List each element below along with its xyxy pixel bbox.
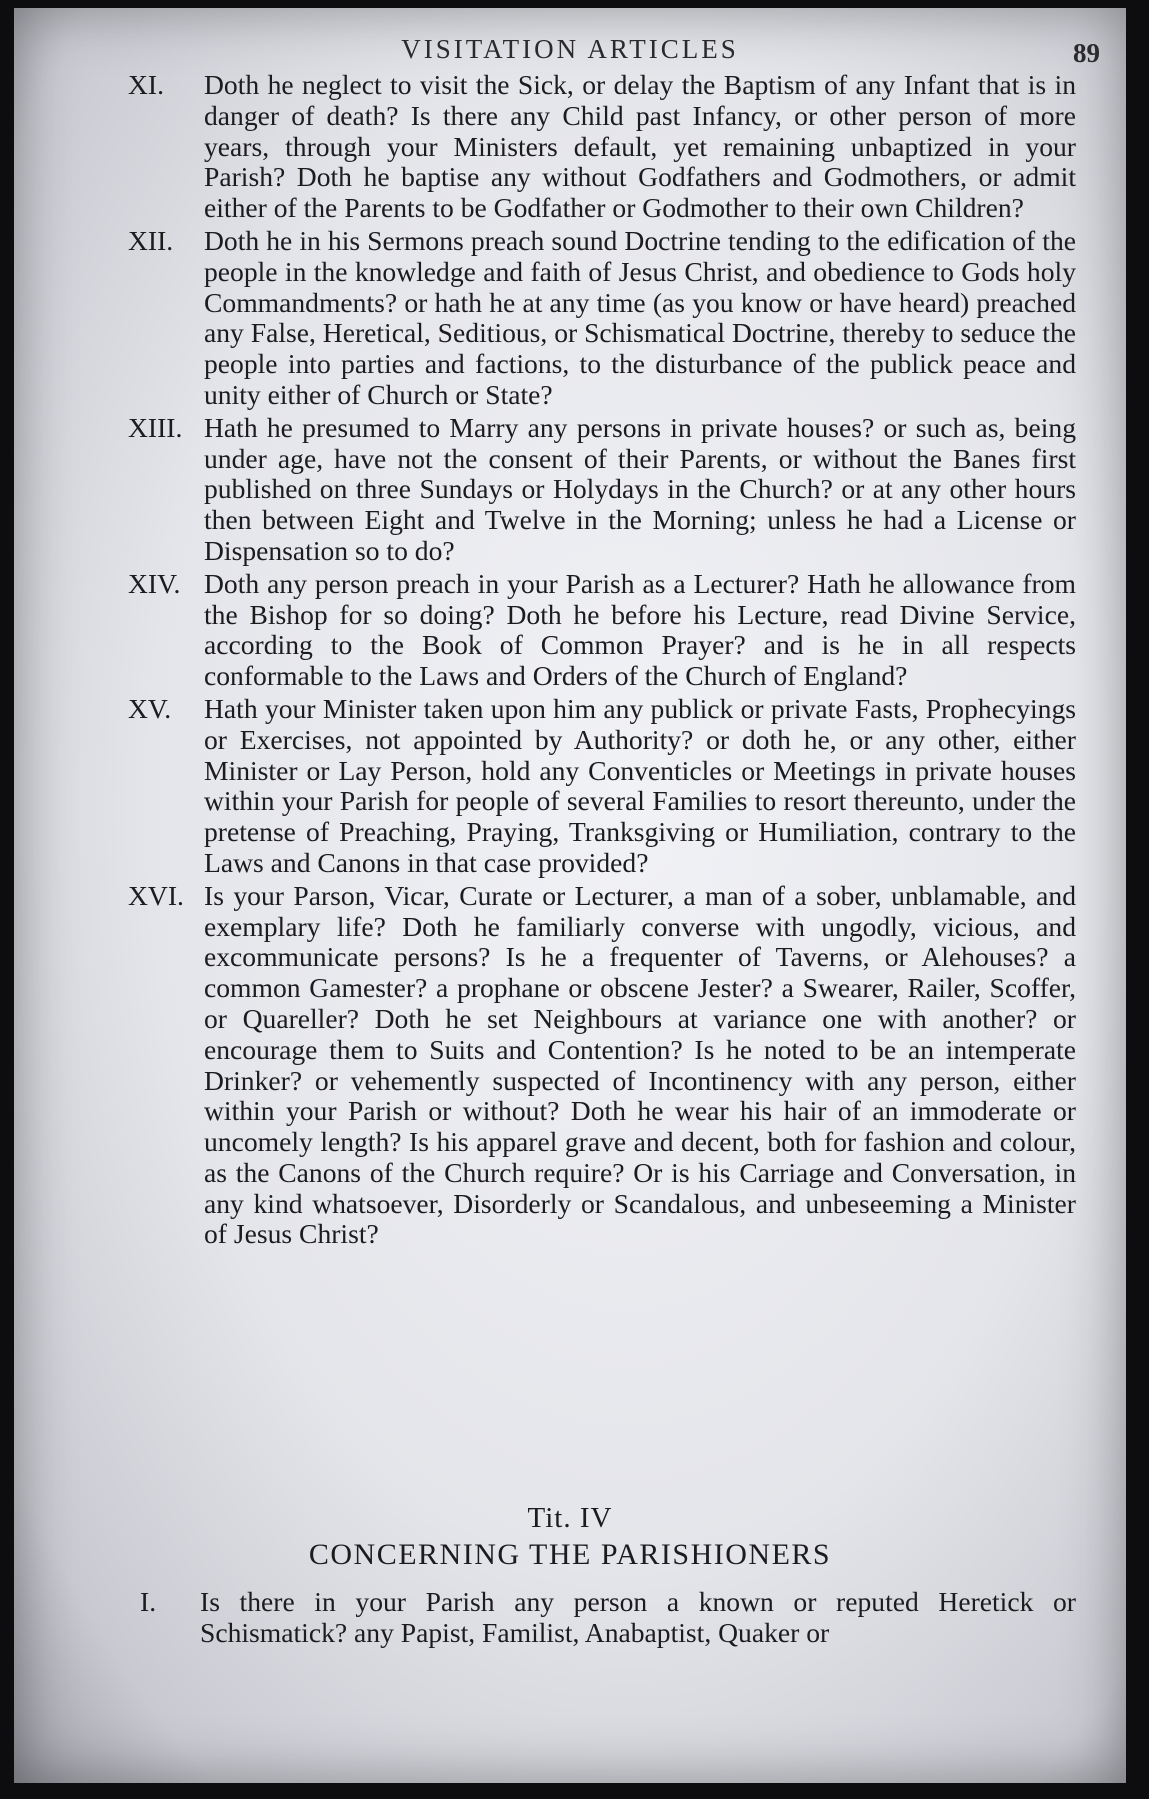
section-heading: CONCERNING THE PARISHIONERS <box>308 1538 832 1571</box>
article-number: XIII. <box>128 411 183 443</box>
page-number: 89 <box>1073 38 1100 68</box>
article-text: Is there in your Parish any person a known or reputed Heretick or Schismatick? any Papist, Familist, Anabaptist, Quaker or <box>200 1586 1076 1648</box>
article-number: I. <box>140 1586 157 1617</box>
article-number: XIV. <box>128 567 181 599</box>
article-xii <box>14 226 1126 411</box>
article-xiv <box>14 569 1126 692</box>
article-text: Hath he presumed to Marry any persons in private houses? or such as, being under age, have not the consent of their Parents, or without the Banes first published on three Sundays or Holydays in the Church? or at any other hours then between Eight and Twelve in the Morning; unless he had a License or Dispensation so to do? <box>204 411 1076 566</box>
article-number: XII. <box>128 224 174 256</box>
article-xiii <box>14 413 1126 567</box>
article-text: Is your Parson, Vicar, Curate or Lecturer, a man of a sober, unblamable, and exemplary life? Doth he familiarly converse with ungodly, vicious, and excommunicate persons? Is he a frequenter of Taverns, or Alehouses? a common Gamester? a prophane or obscene Jester? a Swearer, Railer, Scoffer, or Quareller? Doth he set Neighbours at variance one with another? or encourage them to Suits and Contention? Is he noted to be an intemperate Drinker? or vehemently suspected of Incontinency with any person, either within your Parish or without? Doth he wear his hair of an immoderate or uncomely length? Is his apparel grave and decent, both for fashion and colour, as the Canons of the Church require? Or is his Carriage and Conversation, in any kind whatsoever, Disorderly or Scandalous, and unbeseeming a Minister of Jesus Christ? <box>204 879 1076 1250</box>
article-xvi <box>14 881 1126 1251</box>
document-page <box>14 8 1126 1783</box>
article-number: XVI. <box>128 879 184 911</box>
article-xv <box>14 694 1126 879</box>
article-number: XI. <box>128 69 165 100</box>
running-header: VISITATION ARTICLES <box>401 34 739 64</box>
article-number: XV. <box>128 692 172 724</box>
articles-list <box>14 70 1126 1252</box>
article-xi <box>14 70 1126 224</box>
parishioners-article-i <box>14 1586 1126 1648</box>
article-text: Doth he neglect to visit the Sick, or delay the Baptism of any Infant that is in danger of death? Is there any Child past Infancy, or other person of more years, through your Ministers default, yet remaining unbaptized in your Parish? Doth he baptise any without Godfathers and Godmothers, or admit either of the Parents to be Godfather or Godmother to their own Children? <box>204 69 1076 224</box>
article-text: Hath your Minister taken upon him any publick or private Fasts, Prophecyings or Exercises, not appointed by Authority? or doth he, or any other, either Minister or Lay Person, hold any Conventicles or Meetings in private houses within your Parish for people of several Families to resort thereunto, under the pretense of Preaching, Praying, Tranksgiving or Humiliation, contrary to the Laws and Canons in that case provided? <box>204 692 1076 878</box>
article-text: Doth he in his Sermons preach sound Doctrine tending to the edification of the people in the knowledge and faith of Jesus Christ, and obedience to Gods holy Commandments? or hath he at any time (as you know or have heard) preached any False, Heretical, Seditious, or Schismatical Doctrine, thereby to seduce the people into parties and factions, to the disturbance of the publick peace and unity either of Church or State? <box>204 224 1077 410</box>
section-title: Tit. IV <box>527 1502 613 1534</box>
article-text: Doth any person preach in your Parish as a Lecturer? Hath he allowance from the Bishop for so doing? Doth he before his Lecture, read Divine Service, according to the Book of Common Prayer? and is he in all respects conformable to the Laws and Orders of the Church of England? <box>204 567 1076 692</box>
